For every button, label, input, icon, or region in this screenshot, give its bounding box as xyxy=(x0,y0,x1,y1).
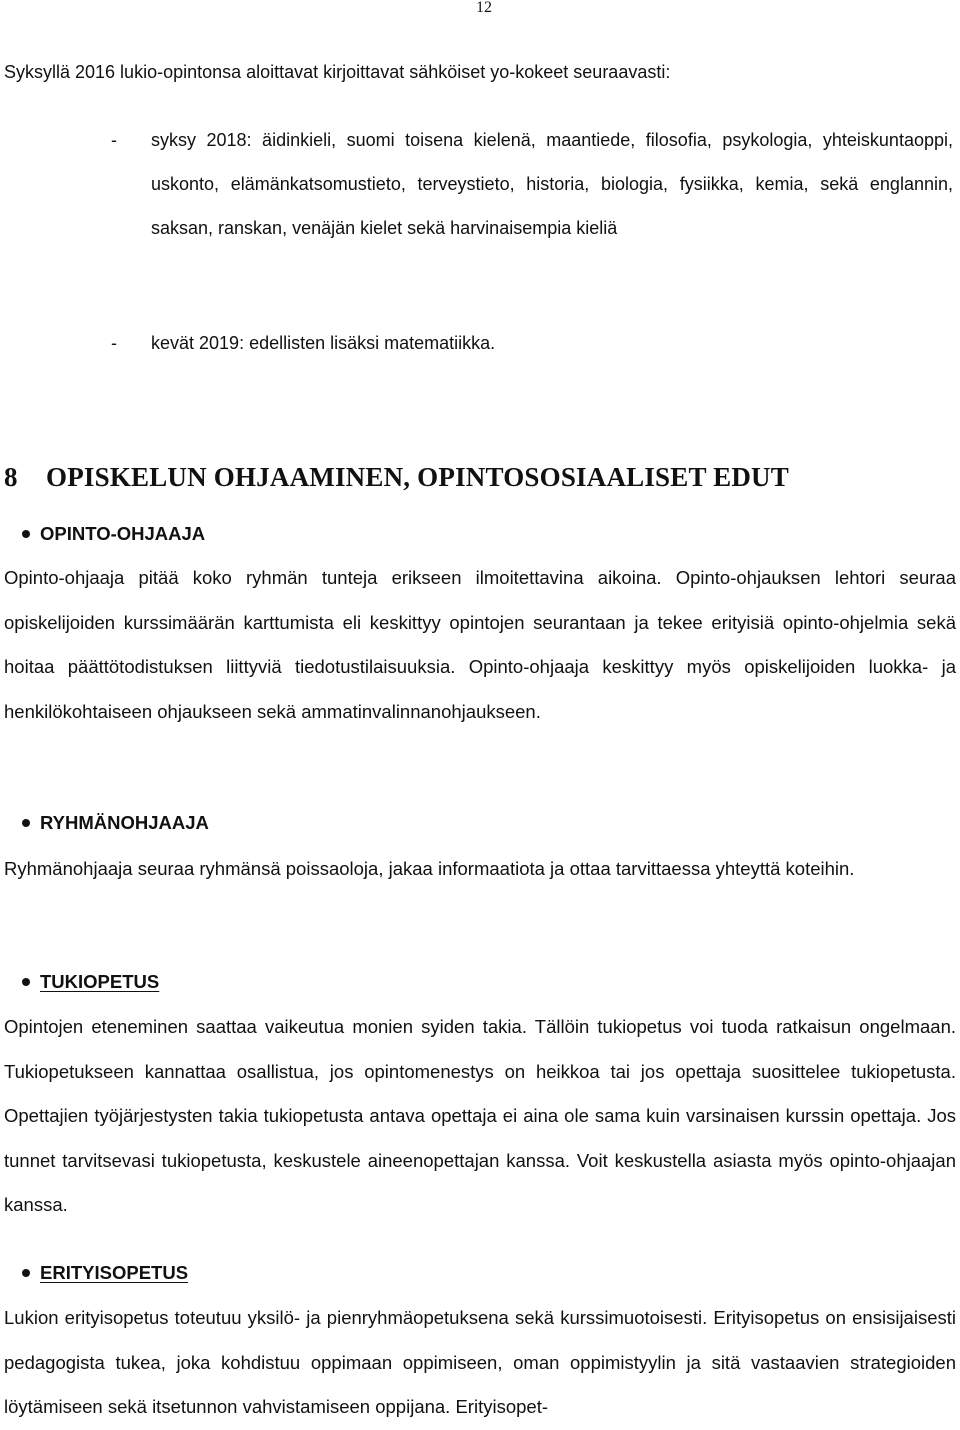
subsection-heading-opinto-ohjaaja xyxy=(40,519,205,549)
subsection-heading-erityisopetus xyxy=(40,1258,188,1288)
dash-bullet: - xyxy=(111,130,117,150)
subsection-body-opinto-ohjaaja: Opinto-ohjaaja pitää koko ryhmän tunteja erikseen ilmoitettavina aikoina. Opinto-ohjauksen lehtori seuraa opiskelijoiden kurssimäärän karttumista eli keskittyy opintojen seurantaan ja tekee erityisiä opinto-ohjelmia sekä hoitaa päättötodistuksen liittyviä tiedotustilaisuuksia. Opinto-ohjaaja keskittyy myös opiskelijoiden luokka- ja henkilökohtaiseen ohjaukseen sekä ammatinvalinnanohjaukseen. xyxy=(4,567,956,722)
subsection-heading-text: RYHMÄNOHJAAJA xyxy=(40,812,209,833)
schedule-text: syksy 2018: äidinkieli, suomi toisena kielenä, maantiede, filosofia, psykologia, yhteiskuntaoppi, uskonto, elämänkatsomustieto, terveystieto, historia, biologia, fysiikka, kemia, sekä englannin, saksan, ranskan, venäjän kielet sekä harvinaisempia kieliä xyxy=(151,130,953,238)
schedule-item-autumn-2018 xyxy=(111,118,953,250)
subsection-body-erityisopetus: Lukion erityisopetus toteutuu yksilö- ja pienryhmäopetuksena sekä kurssimuotoisesti. Erityisopetus on ensisijaisesti pedagogista tukea, joka kohdistuu oppimaan oppimiseen, oman oppimistyylin ja sitä vastaavien strategioiden löytämiseen sekä itsetunnon vahvistamiseen oppijana. Erityisopet- xyxy=(4,1307,956,1417)
subsection-body-ryhmanohjaaja: Ryhmänohjaaja seuraa ryhmänsä poissaoloja, jakaa informaatiota ja ottaa tarvittaessa yhteyttä koteihin. xyxy=(4,858,855,879)
section-title: OPISKELUN OHJAAMINEN, OPINTOSOSIAALISET EDUT xyxy=(46,462,789,492)
page-number: 12 xyxy=(476,0,492,16)
subsection-heading-text: OPINTO-OHJAAJA xyxy=(40,523,206,544)
bullet-dot-icon xyxy=(22,530,30,538)
subsection-heading-text: TUKIOPETUS xyxy=(40,971,160,992)
intro-paragraph: Syksyllä 2016 lukio-opintonsa aloittavat kirjoittavat sähköiset yo-kokeet seuraavasti: xyxy=(4,62,671,82)
dash-bullet: - xyxy=(111,333,117,353)
section-heading xyxy=(4,455,789,499)
subsection-heading-tukiopetus xyxy=(40,967,159,997)
bullet-dot-icon xyxy=(22,819,30,827)
bullet-dot-icon xyxy=(22,978,30,986)
subsection-body-tukiopetus: Opintojen eteneminen saattaa vaikeutua monien syiden takia. Tällöin tukiopetus voi tuoda ratkaisun ongelmaan. Tukiopetukseen kannattaa osallistua, jos opintomenestys on heikkoa tai jos opettaja suosittelee tukiopetusta. Opettajien työjärjestysten takia tukiopetusta antava opettaja ei aina ole sama kuin varsinaisen kurssin opettaja. Jos tunnet tarvitsevasi tukiopetusta, keskustele aineenopettajan kanssa. Voit keskustella asiasta myös opinto-ohjaajan kanssa. xyxy=(4,1016,956,1215)
subsection-heading-text: ERITYISOPETUS xyxy=(40,1262,189,1283)
schedule-text: kevät 2019: edellisten lisäksi matematiikka. xyxy=(151,333,496,353)
schedule-item-spring-2019 xyxy=(111,321,953,365)
bullet-dot-icon xyxy=(22,1269,30,1277)
subsection-heading-ryhmanohjaaja xyxy=(40,808,209,838)
section-number: 8 xyxy=(4,462,18,492)
